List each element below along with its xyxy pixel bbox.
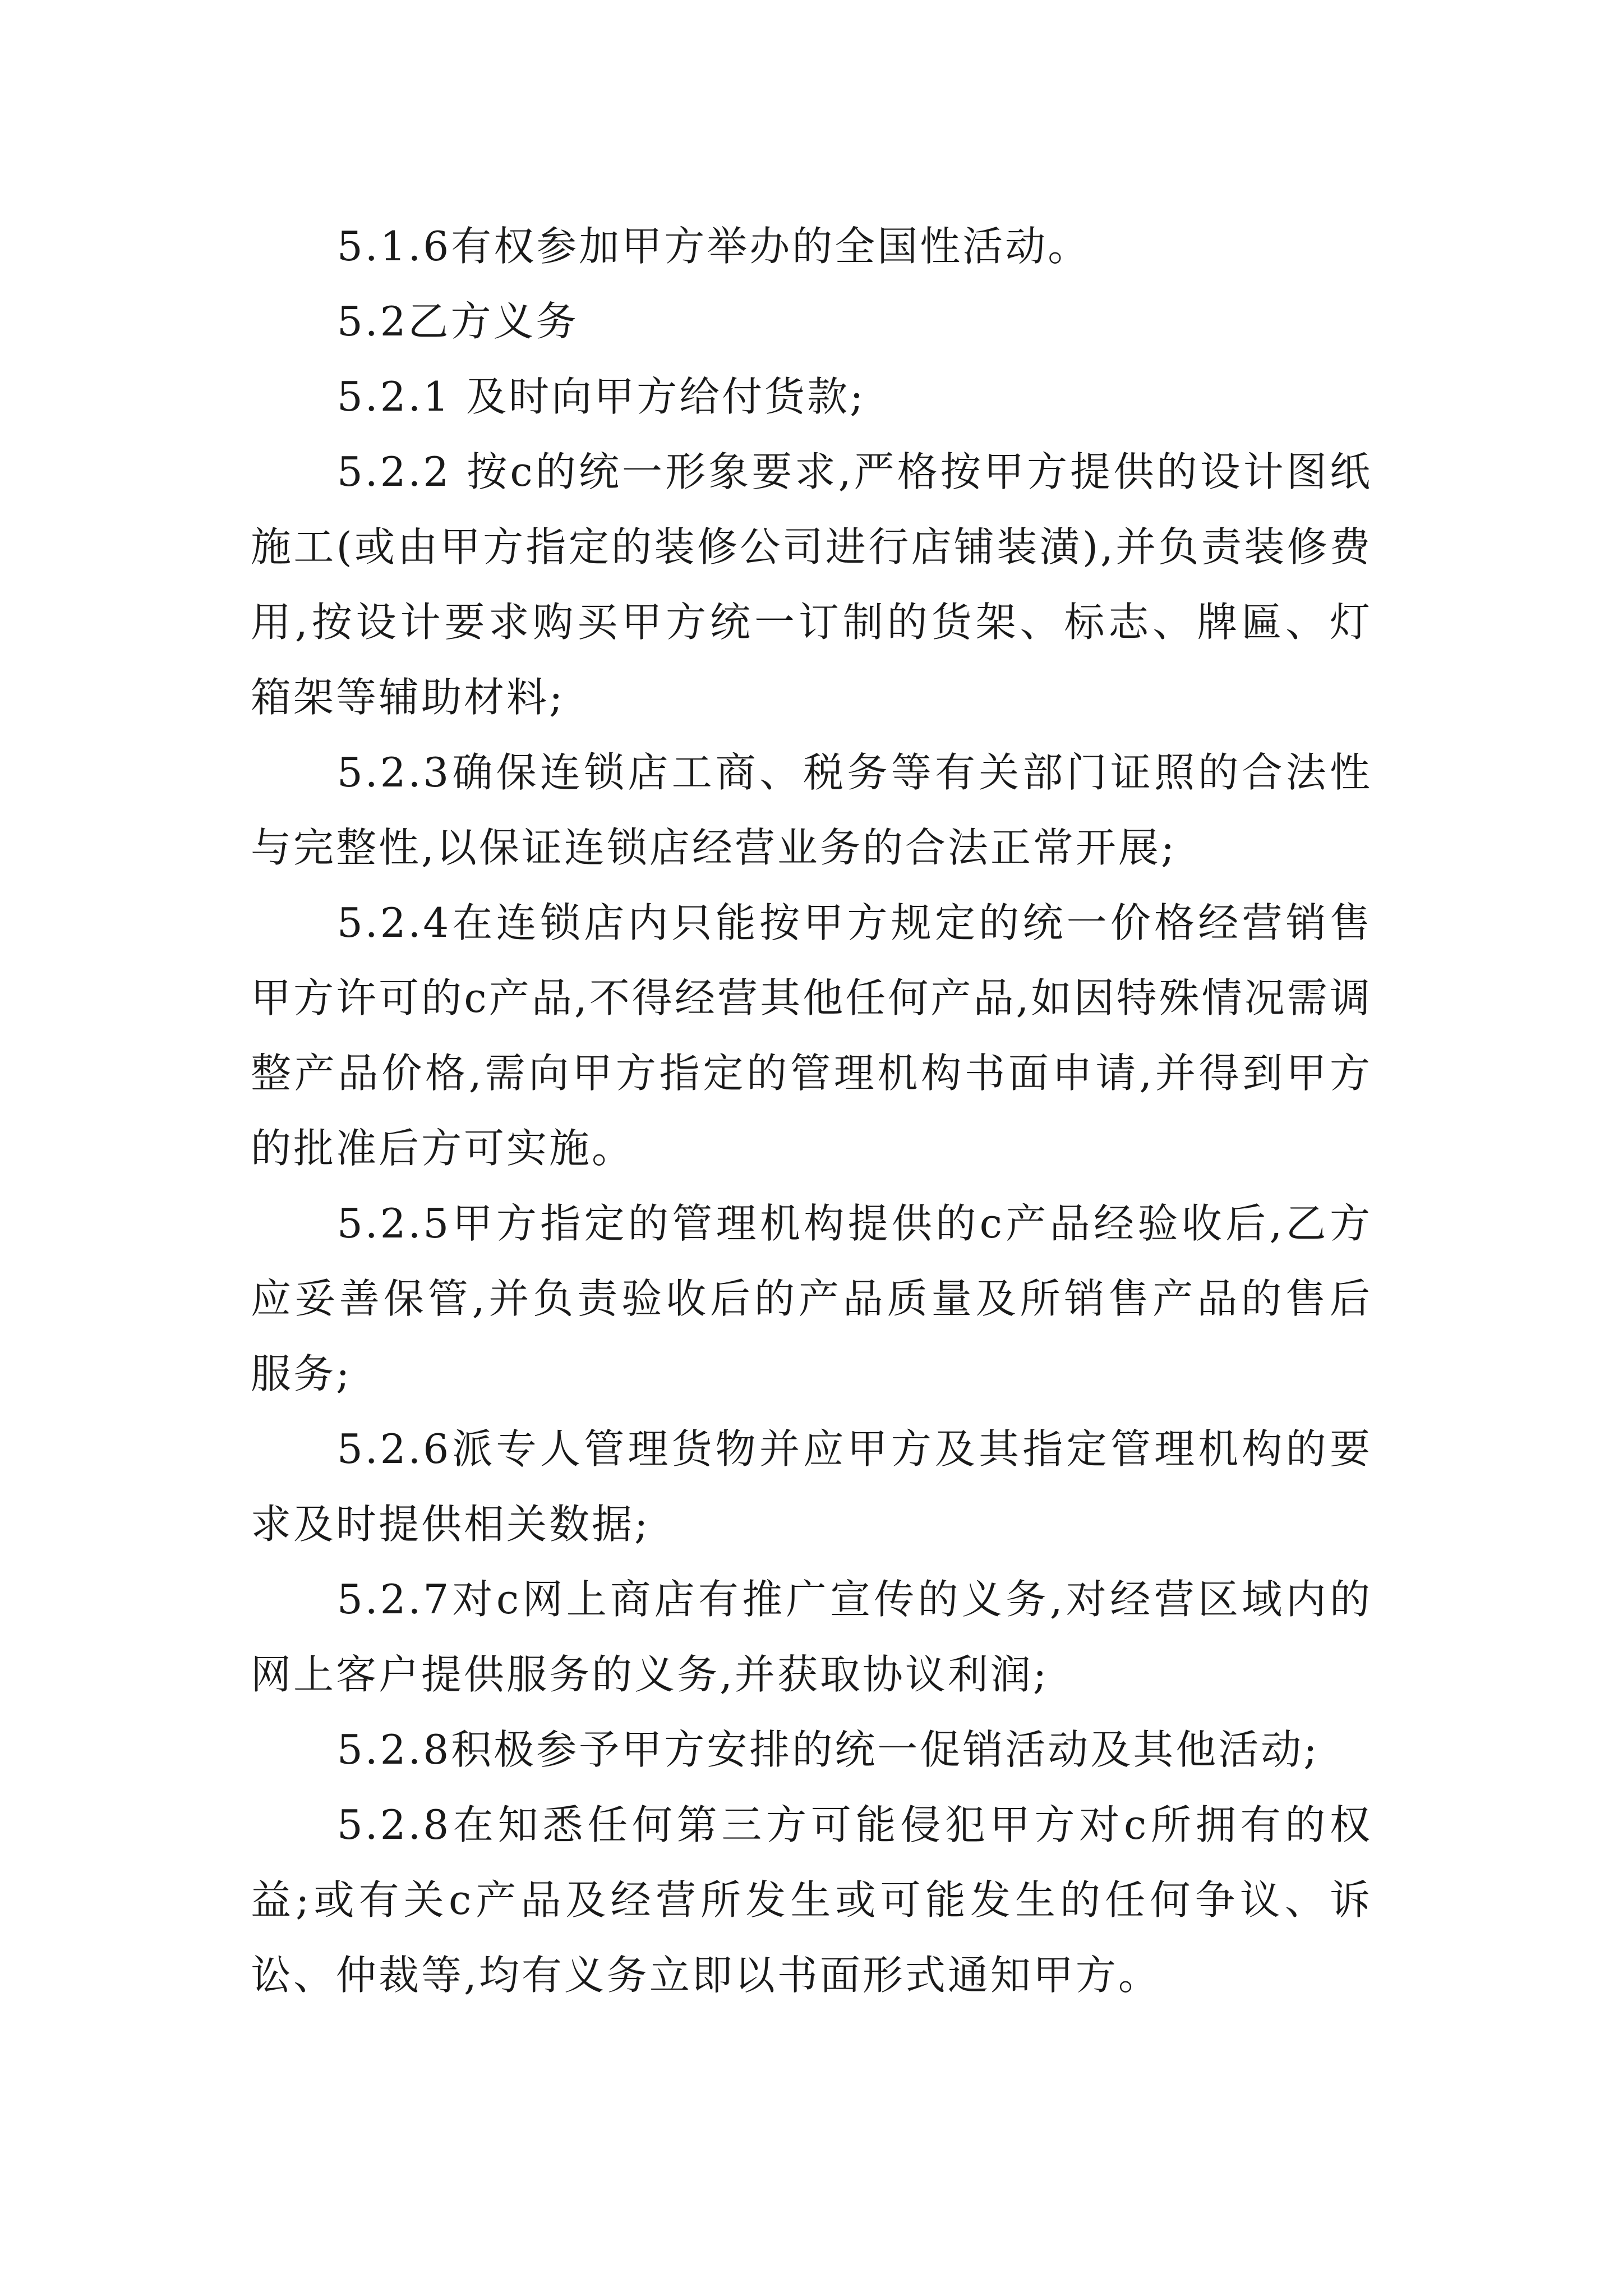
section-heading-5-2: 5.2乙方义务 [337, 298, 579, 345]
clause-5-2-4: 5.2.4在连锁店内只能按甲方规定的统一价格经营销售甲方许可的c产品,不得经营其他任何产品,如因特殊情况需调整产品价格,需向甲方指定的管理机构书面申请,并得到甲方的批准后方可实施。 [251, 899, 1372, 1172]
document-body [251, 209, 1372, 2013]
clause-5-2-8-b: 5.2.8在知悉任何第三方可能侵犯甲方对c所拥有的权益;或有关c产品及经营所发生或可能发生的任何争议、诉讼、仲裁等,均有义务立即以书面形式通知甲方。 [251, 1801, 1372, 1999]
clause-5-2-2: 5.2.2 按c的统一形象要求,严格按甲方提供的设计图纸施工(或由甲方指定的装修公司进行店铺装潢),并负责装修费用,按设计要求购买甲方统一订制的货架、标志、牌匾、灯箱架等辅助材料; [251, 448, 1372, 721]
clause-5-2-8-a: 5.2.8积极参予甲方安排的统一促销活动及其他活动; [337, 1726, 1320, 1773]
clause-5-2-5: 5.2.5甲方指定的管理机构提供的c产品经验收后,乙方应妥善保管,并负责验收后的产品质量及所销售产品的售后服务; [251, 1200, 1372, 1397]
clause-5-2-1: 5.2.1 及时向甲方给付货款; [337, 373, 866, 420]
clause-5-2-3: 5.2.3确保连锁店工商、税务等有关部门证照的合法性与完整性,以保证连锁店经营业务的合法正常开展; [251, 749, 1372, 871]
clause-5-2-7: 5.2.7对c网上商店有推广宣传的义务,对经营区域内的网上客户提供服务的义务,并获取协议利润; [251, 1576, 1372, 1698]
clause-5-2-6: 5.2.6派专人管理货物并应甲方及其指定管理机构的要求及时提供相关数据; [251, 1425, 1372, 1548]
clause-5-1-6: 5.1.6有权参加甲方举办的全国性活动。 [337, 223, 1091, 270]
